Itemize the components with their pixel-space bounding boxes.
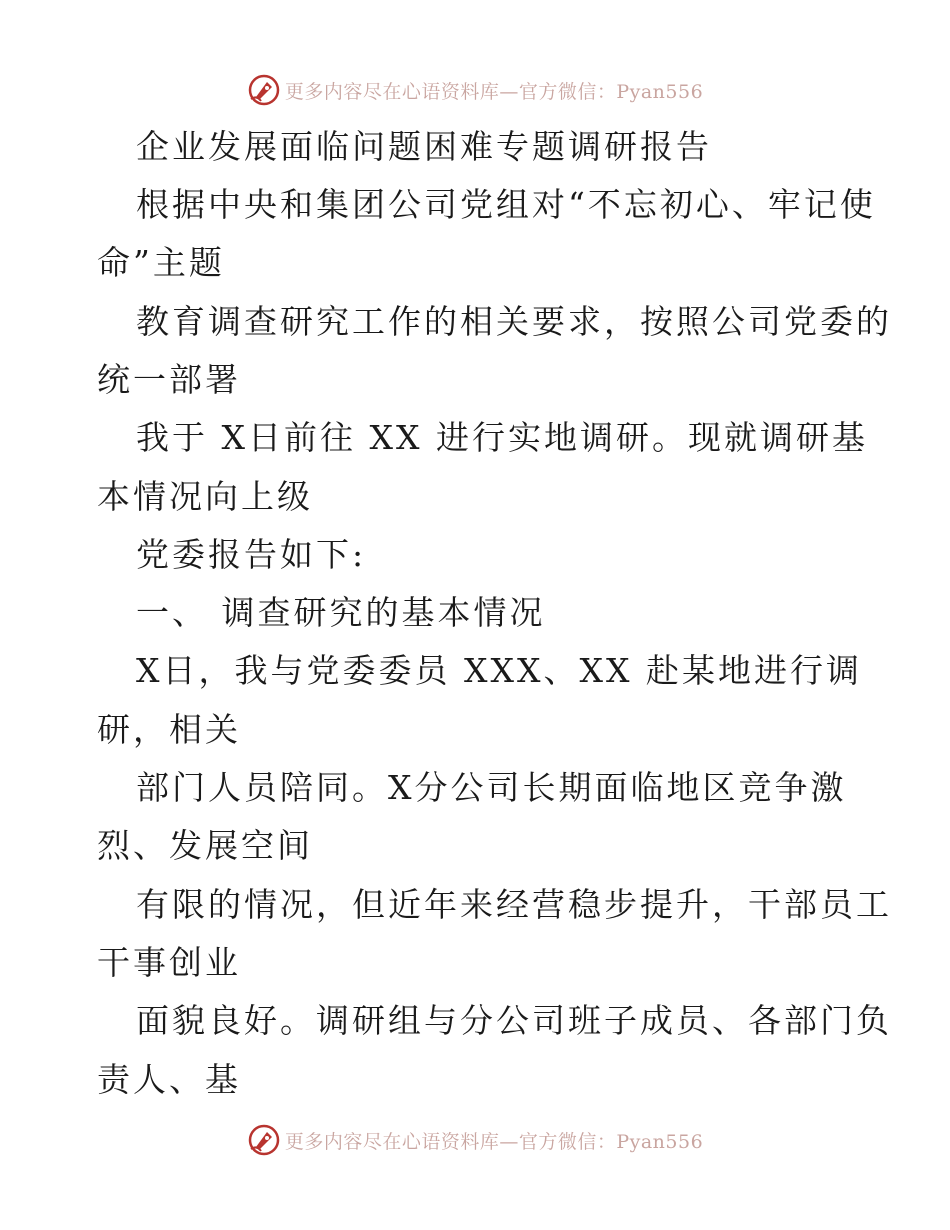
paragraph-line: 烈、发展空间 [97, 826, 313, 865]
section-heading: 一、 调查研究的基本情况 [136, 593, 546, 632]
paragraph-line: X日，我与党委委员 XXX、XX 赴某地进行调 [136, 651, 862, 690]
paragraph-line: 部门人员陪同。X分公司长期面临地区竞争激 [136, 768, 847, 807]
paragraph-line: 干事创业 [97, 943, 241, 982]
banner-text: 更多内容尽在心语资料库—官方微信：Pyan556 [284, 1130, 704, 1153]
paragraph-line: 责人、基 [97, 1060, 241, 1099]
paragraph-line: 党委报告如下: [136, 535, 367, 574]
paragraph-line: 根据中央和集团公司党组对“不忘初心、牢记使 [136, 185, 876, 224]
pen-nib-logo-icon [247, 1123, 281, 1157]
paragraph-line: 我于 X日前往 XX 进行实地调研。现就调研基 [136, 418, 868, 457]
paragraph-line: 命”主题 [97, 243, 225, 282]
paragraph-line: 本情况向上级 [97, 477, 313, 516]
footer-banner [0, 1120, 950, 1160]
paragraph-line: 有限的情况，但近年来经营稳步提升，干部员工 [136, 885, 892, 924]
paragraph-line: 面貌良好。调研组与分公司班子成员、各部门负 [136, 1001, 892, 1040]
banner-text: 更多内容尽在心语资料库—官方微信：Pyan556 [284, 80, 704, 103]
header-banner [0, 70, 950, 110]
paragraph-line: 统一部署 [97, 360, 241, 399]
paragraph-line: 研，相关 [97, 710, 241, 749]
paragraph-line: 教育调查研究工作的相关要求，按照公司党委的 [136, 302, 892, 341]
pen-nib-logo-icon [247, 73, 281, 107]
document-title: 企业发展面临问题困难专题调研报告 [136, 127, 712, 166]
